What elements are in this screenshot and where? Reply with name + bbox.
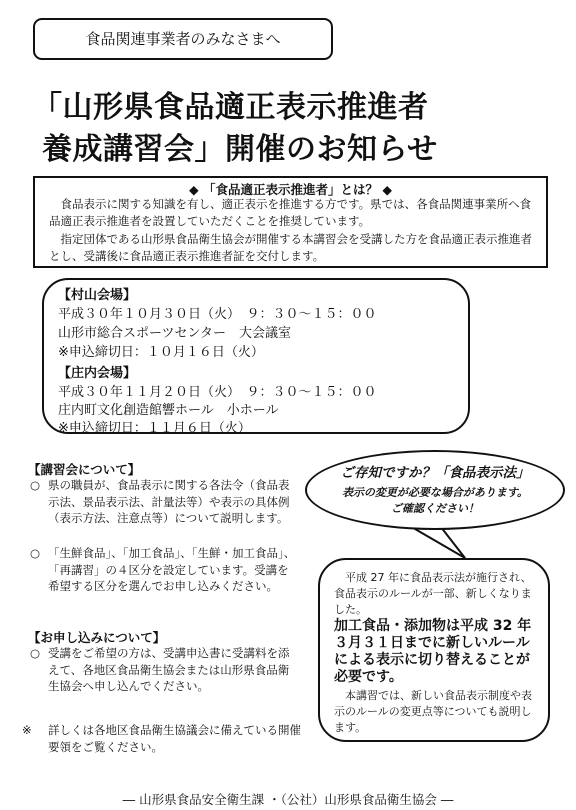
audience-box xyxy=(33,18,333,60)
about-heading: ◆ 「食品適正表示推進者」とは？ ◆ xyxy=(189,182,392,197)
apply-heading: 【お申し込みについて】 xyxy=(28,630,166,645)
note-mark: ※ xyxy=(22,723,32,737)
venue-2-place: 庄内町文化創造館響ホール 小ホール xyxy=(58,403,279,418)
page-title-line2: 養成講習会」開催のお知らせ xyxy=(42,132,438,167)
note xyxy=(22,722,307,755)
course-item-2-text: 「生鮮食品」、「加工食品」、「生鮮・加工食品」、「再講習」の４区分を設定しています。受講を希望する区分を選んでお申し込みください。 xyxy=(48,546,296,593)
venue-2-deadline: ※申込締切日：１１月６日（火） xyxy=(58,421,251,436)
venue-1-name: 【村山会場】 xyxy=(58,288,137,303)
about-paragraph-2: 指定団体である山形県食品衛生協会が開催する本講習会を受講した方を食品適正表示推進者とし、受講後に食品適正表示推進者証を交付します。 xyxy=(49,232,532,263)
about-box xyxy=(33,176,548,268)
venues-box xyxy=(42,278,470,434)
footer: ― 山形県食品安全衛生課 ・（公社）山形県食品衛生協会 ― xyxy=(122,792,454,807)
bullet-mark: ○ xyxy=(30,646,41,660)
note-text: 詳しくは各地区食品衛生協議会に備えている開催要領をご覧ください。 xyxy=(48,723,301,754)
venue-1-place: 山形市総合スポーツセンター 大会議室 xyxy=(58,326,291,341)
apply-item-1 xyxy=(30,645,300,695)
notice-emphasis: 加工食品・添加物は平成 32 年３月３１日までに新しいルールによる表示に切り替えることが必要です。 xyxy=(334,618,532,685)
bullet-mark: ○ xyxy=(30,546,41,560)
venue-1-deadline: ※申込締切日：１０月１６日（火） xyxy=(58,345,264,360)
course-item-1-text: 県の職員が、食品表示に関する各法令（食品表示法、景品表示法、計量法等）や表示の具体例（表示方法、注意点等）について説明します。 xyxy=(48,478,290,525)
notice-text-2: 本講習では、新しい食品表示制度や表示のルールの変更点等についても説明します。 xyxy=(334,689,532,734)
apply-item-1-text: 受講をご希望の方は、受講申込書に受講料を添えて、各地区食品衛生協会または山形県食品衛生協会へ申し込んでください。 xyxy=(48,646,290,693)
course-heading: 【講習会について】 xyxy=(28,462,141,477)
audience-text: 食品関連事業者のみなさまへ xyxy=(85,30,281,48)
course-item-1 xyxy=(30,477,300,527)
speech-bubble xyxy=(305,450,565,530)
venue-2-name: 【庄内会場】 xyxy=(58,366,137,381)
about-paragraph-1: 食品表示に関する知識を有し、適正表示を推進する方です。県では、各食品関連事業所へ食品適正表示推進者を設置していただくことを推奨しています。 xyxy=(49,197,532,228)
bubble-question: ご存知ですか？「食品表示法」 xyxy=(340,465,530,481)
course-item-2 xyxy=(30,545,300,595)
venue-1-datetime: 平成３０年１０月３０日（火） ９：３０～１５：００ xyxy=(58,307,377,322)
bullet-mark: ○ xyxy=(30,478,41,492)
bubble-subtitle-1: 表示の変更が必要な場合があります。 xyxy=(341,486,529,499)
notice-text-1: 平成 27 年に食品表示法が施行され、食品表示のルールが一部、新しくなりました。 xyxy=(334,571,532,616)
venue-2-datetime: 平成３０年１１月２０日（火） ９：３０～１５：００ xyxy=(58,385,377,400)
page-title-line1: 「山形県食品適正表示推進者 xyxy=(32,90,429,125)
bubble-subtitle-2: ご確認ください！ xyxy=(391,502,479,515)
notice-box xyxy=(318,558,550,742)
